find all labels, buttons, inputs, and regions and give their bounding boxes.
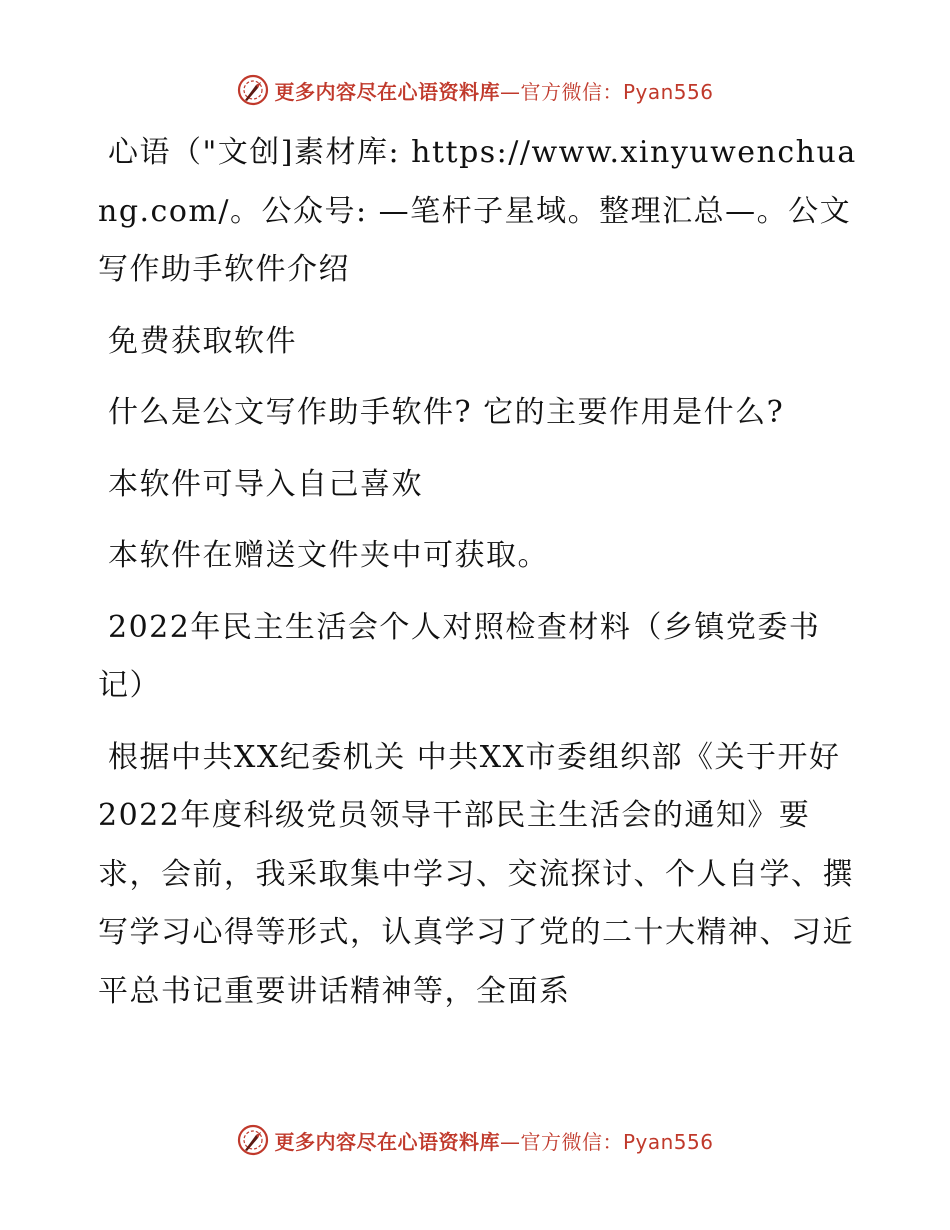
bottom-watermark-banner xyxy=(0,1120,950,1160)
body-paragraph: 根据中共XX纪委机关 中共XX市委组织部《关于开好2022年度科级党员领导干部民主生活会的通知》要求，会前，我采取集中学习、交流探讨、个人自学、撰写学习心得等形式，认真学习了党的二十大精神、习近平总书记重要讲话精神等，全面系 xyxy=(98,739,854,1009)
banner-wechat-text: 官方微信：Pyan556 xyxy=(520,79,714,104)
pen-nib-logo-icon xyxy=(236,1123,270,1157)
document-title: 2022年民主生活会个人对照检查材料（乡镇党委书记） xyxy=(98,609,821,703)
gift-folder-line: 本软件在赠送文件夹中可获取。 xyxy=(108,538,549,573)
banner-dash: — xyxy=(499,1129,521,1154)
top-watermark-banner xyxy=(0,70,950,110)
import-line: 本软件可导入自己喜欢 xyxy=(108,466,423,502)
banner-main-text: 更多内容尽在心语资料库 xyxy=(274,79,500,104)
banner-main-text: 更多内容尽在心语资料库 xyxy=(274,1129,500,1154)
intro-paragraph: 心语（"文创]素材库: https://www.xinyuwenchuang.com/。公众号: —笔杆子星域。整理汇总—。公文写作助手软件介绍 xyxy=(98,135,857,287)
question-paragraph: 什么是公文写作助手软件? 它的主要作用是什么? xyxy=(108,395,785,430)
free-software-line: 免费获取软件 xyxy=(108,323,297,359)
banner-dash: — xyxy=(499,79,521,104)
pen-nib-logo-icon xyxy=(236,73,270,107)
document-body xyxy=(98,124,858,1034)
banner-text xyxy=(274,76,713,105)
banner-wechat-text: 官方微信：Pyan556 xyxy=(520,1129,714,1154)
banner-text xyxy=(274,1126,713,1155)
